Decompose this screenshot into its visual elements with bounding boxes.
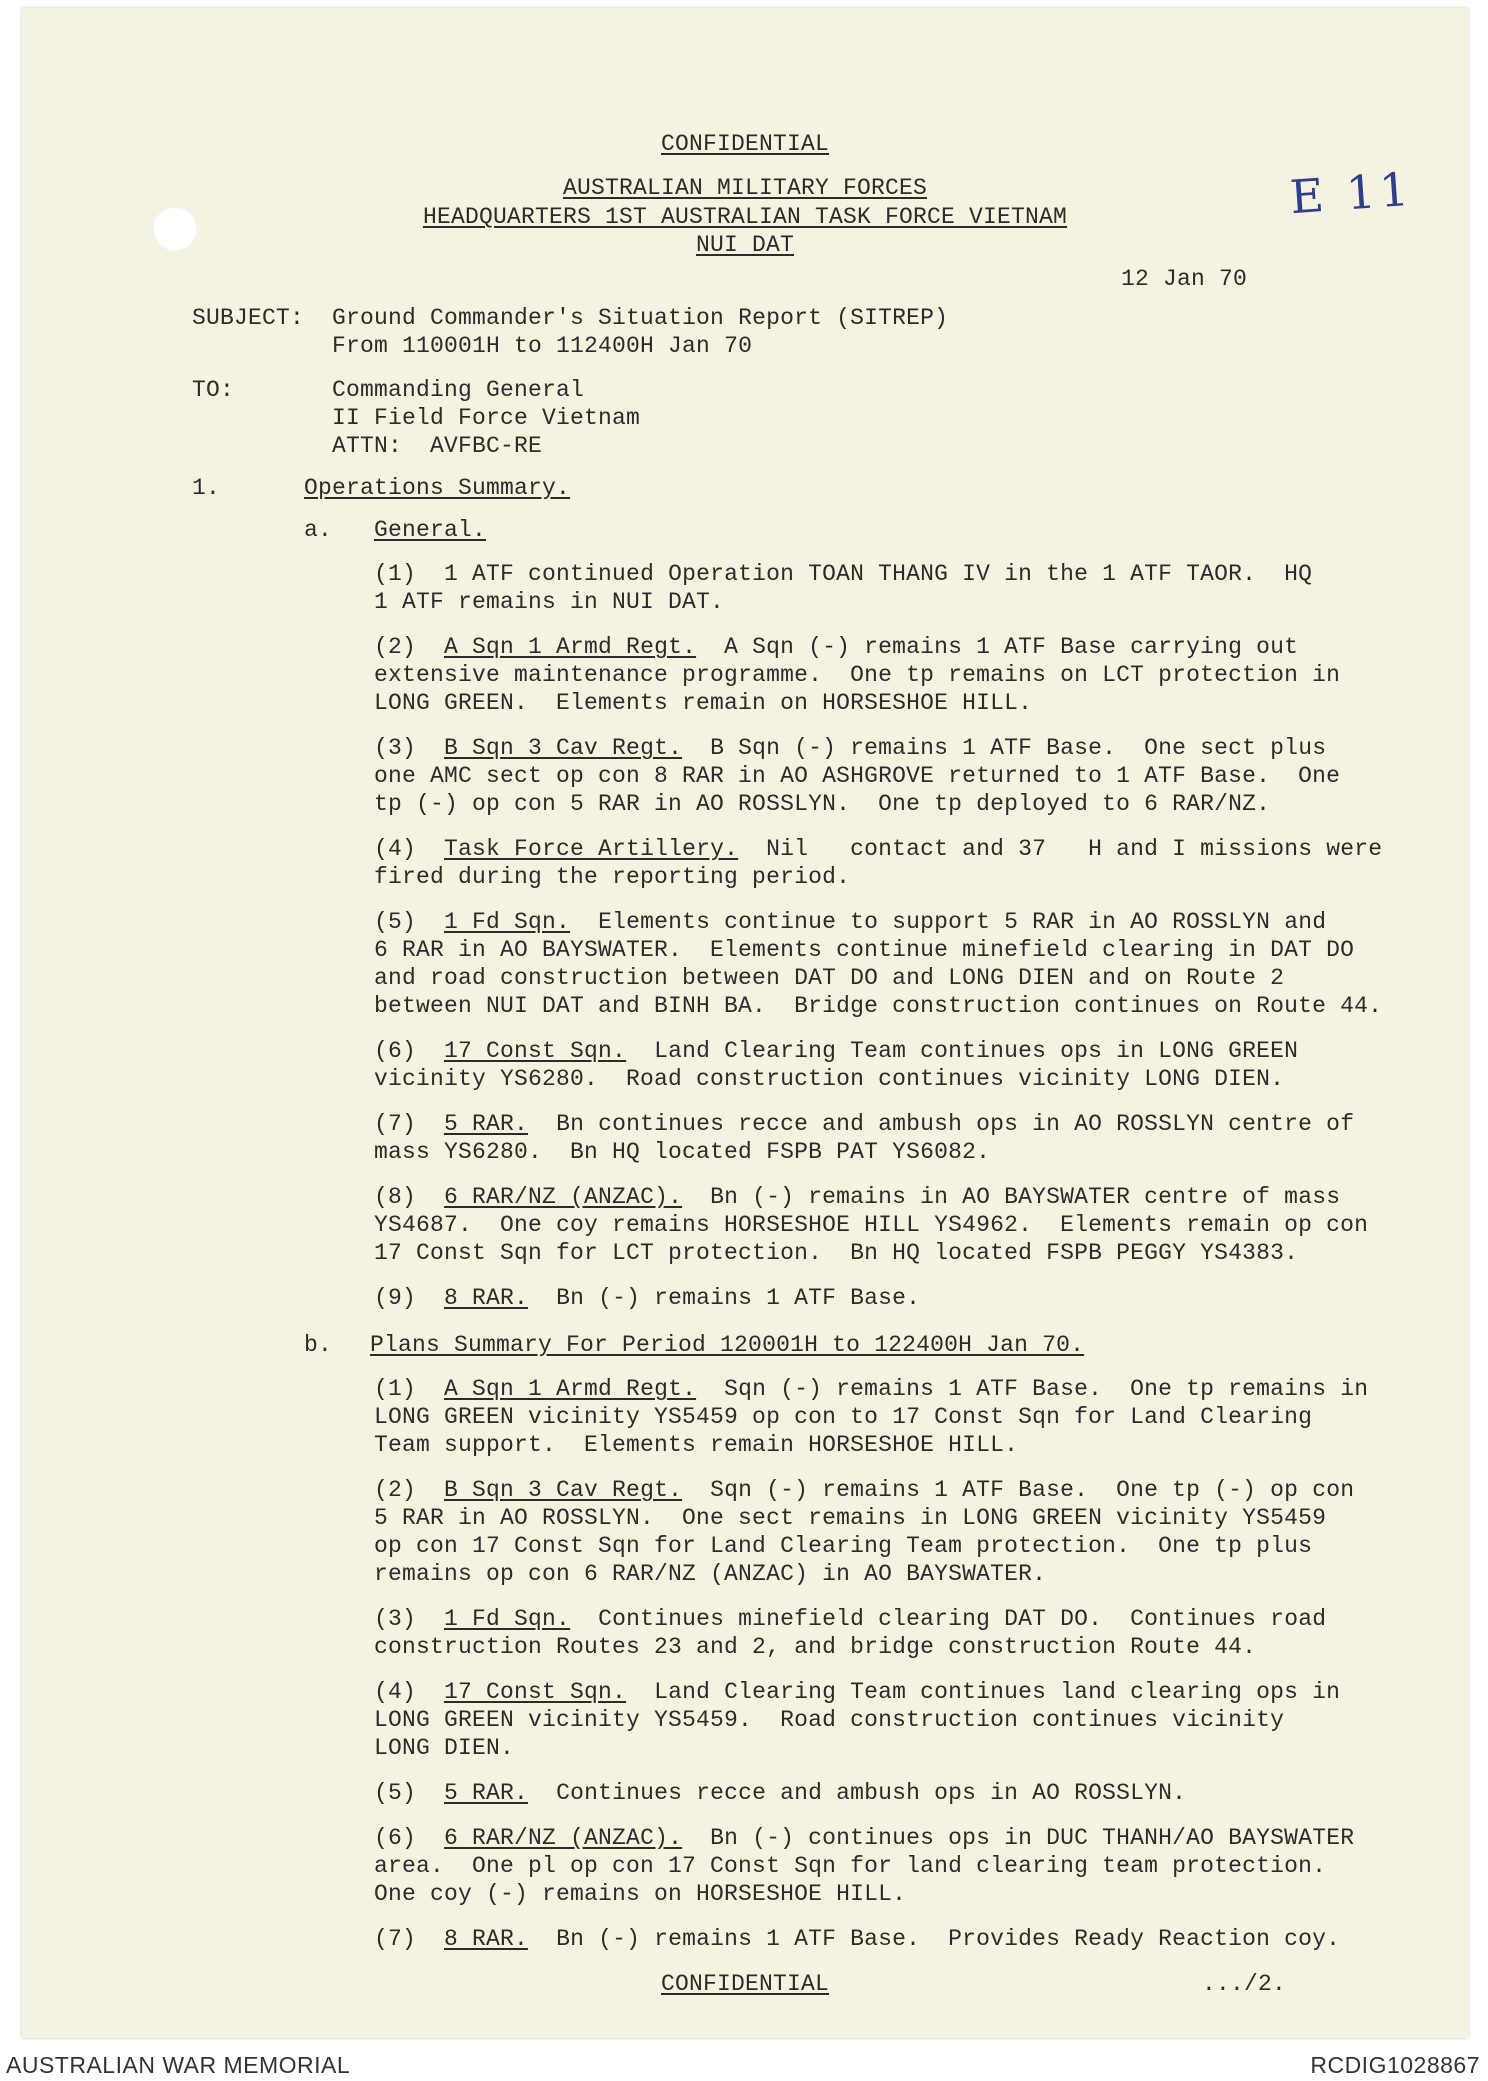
paragraph-line: area. One pl op con 17 Const Sqn for land clearing team protection.	[374, 1853, 1327, 1879]
paragraph-number: (5)	[374, 909, 417, 935]
general-paragraph	[374, 835, 1382, 891]
paragraph-line: between NUI DAT and BINH BA. Bridge construction continues on Route 44.	[374, 993, 1383, 1019]
general-paragraph	[374, 560, 1312, 616]
paragraph-line: construction Routes 23 and 2, and bridge construction Route 44.	[374, 1634, 1257, 1660]
paragraph-number: (3)	[374, 735, 417, 761]
subsection-a-title: General.	[374, 517, 487, 543]
unit-heading: A Sqn 1 Armd Regt.	[444, 634, 697, 660]
plans-paragraph	[374, 1678, 1340, 1762]
paragraph-line: One coy (-) remains on HORSESHOE HILL.	[374, 1881, 907, 1907]
paragraph-number: (8)	[374, 1184, 417, 1210]
paragraph-line: 1 ATF continued Operation TOAN THANG IV in the 1 ATF TAOR. HQ	[444, 561, 1313, 587]
paragraph-line: Land Clearing Team continues land clearing ops in	[654, 1679, 1341, 1705]
section-number: 1.	[192, 475, 221, 501]
paragraph-line: Nil contact and 37 H and I missions were	[766, 836, 1383, 862]
general-paragraph	[374, 1037, 1298, 1093]
paragraph-line: Continues recce and ambush ops in AO ROSSLYN.	[556, 1780, 1187, 1806]
paragraph-line: extensive maintenance programme. One tp remains on LCT protection in	[374, 662, 1341, 688]
paragraph-number: (9)	[374, 1285, 417, 1311]
unit-heading: 8 RAR.	[444, 1926, 529, 1952]
paragraph-line: 5 RAR in AO ROSSLYN. One sect remains in LONG GREEN vicinity YS5459	[374, 1505, 1327, 1531]
paragraph-line: Land Clearing Team continues ops in LONG GREEN	[654, 1038, 1299, 1064]
subject-line-1: Ground Commander's Situation Report (SITREP)	[332, 305, 949, 331]
org-line-1: AUSTRALIAN MILITARY FORCES	[562, 175, 928, 201]
paragraph-line: Bn (-) remains 1 ATF Base.	[556, 1285, 921, 1311]
classification-bottom: CONFIDENTIAL	[660, 1971, 830, 1997]
unit-heading: 8 RAR.	[444, 1285, 529, 1311]
subject-line-2: From 110001H to 112400H Jan 70	[332, 333, 753, 359]
paragraph-line: B Sqn (-) remains 1 ATF Base. One sect plus	[710, 735, 1327, 761]
paragraph-line: LONG DIEN.	[374, 1735, 515, 1761]
unit-heading: 5 RAR.	[444, 1780, 529, 1806]
subsection-b-title: Plans Summary For Period 120001H to 122400H Jan 70.	[370, 1332, 1085, 1358]
paragraph-number: (7)	[374, 1926, 417, 1952]
paragraph-line: remains op con 6 RAR/NZ (ANZAC) in AO BAYSWATER.	[374, 1561, 1047, 1587]
paragraph-number: (1)	[374, 561, 417, 587]
paragraph-line: Sqn (-) remains 1 ATF Base. One tp remains in	[724, 1376, 1369, 1402]
paragraph-line: LONG GREEN vicinity YS5459 op con to 17 Const Sqn for Land Clearing	[374, 1404, 1313, 1430]
paragraph-line: tp (-) op con 5 RAR in AO ROSSLYN. One tp deployed to 6 RAR/NZ.	[374, 791, 1271, 817]
paragraph-number: (4)	[374, 836, 417, 862]
paragraph-line: one AMC sect op con 8 RAR in AO ASHGROVE returned to 1 ATF Base. One	[374, 763, 1341, 789]
subject-label: SUBJECT:	[192, 305, 305, 331]
plans-paragraph	[374, 1925, 1340, 1953]
paragraph-line: Bn continues recce and ambush ops in AO ROSSLYN centre of	[556, 1111, 1355, 1137]
archive-name: AUSTRALIAN WAR MEMORIAL	[6, 2052, 351, 2078]
general-paragraph	[374, 633, 1340, 717]
paragraph-line: LONG GREEN vicinity YS5459. Road construction continues vicinity	[374, 1707, 1285, 1733]
paragraph-number: (7)	[374, 1111, 417, 1137]
paragraph-line: Sqn (-) remains 1 ATF Base. One tp (-) op con	[710, 1477, 1355, 1503]
paragraph-line: 17 Const Sqn for LCT protection. Bn HQ located FSPB PEGGY YS4383.	[374, 1240, 1299, 1266]
paragraph-line: LONG GREEN. Elements remain on HORSESHOE HILL.	[374, 690, 1033, 716]
org-line-2: HEADQUARTERS 1ST AUSTRALIAN TASK FORCE VIETNAM	[422, 204, 1068, 230]
classification-top: CONFIDENTIAL	[660, 131, 830, 157]
unit-heading: 17 Const Sqn.	[444, 1038, 627, 1064]
paragraph-number: (2)	[374, 634, 417, 660]
org-line-3: NUI DAT	[695, 232, 795, 258]
unit-heading: 17 Const Sqn.	[444, 1679, 627, 1705]
paragraph-line: YS4687. One coy remains HORSESHOE HILL YS4962. Elements remain op con	[374, 1212, 1369, 1238]
paragraph-line: and road construction between DAT DO and LONG DIEN and on Route 2	[374, 965, 1285, 991]
paragraph-number: (2)	[374, 1477, 417, 1503]
paragraph-line: 6 RAR in AO BAYSWATER. Elements continue minefield clearing in DAT DO	[374, 937, 1355, 963]
unit-heading: 6 RAR/NZ (ANZAC).	[444, 1825, 683, 1851]
to-label: TO:	[192, 377, 235, 403]
paragraph-line: Bn (-) remains 1 ATF Base. Provides Ready Reaction coy.	[556, 1926, 1341, 1952]
plans-paragraph	[374, 1375, 1368, 1459]
plans-paragraph	[374, 1476, 1354, 1588]
document-date: 12 Jan 70	[1121, 266, 1248, 292]
paragraph-line: mass YS6280. Bn HQ located FSPB PAT YS6082.	[374, 1139, 991, 1165]
paragraph-line: A Sqn (-) remains 1 ATF Base carrying out	[724, 634, 1299, 660]
unit-heading: Task Force Artillery.	[444, 836, 739, 862]
paragraph-number: (6)	[374, 1038, 417, 1064]
section-title: Operations Summary.	[304, 475, 571, 501]
paragraph-number: (4)	[374, 1679, 417, 1705]
subsection-b-letter: b.	[304, 1332, 333, 1358]
general-paragraph	[374, 1284, 920, 1312]
plans-paragraph	[374, 1824, 1354, 1908]
subsection-a-letter: a.	[304, 517, 333, 543]
paragraph-line: op con 17 Const Sqn for Land Clearing Team protection. One tp plus	[374, 1533, 1313, 1559]
unit-heading: 1 Fd Sqn.	[444, 909, 571, 935]
unit-heading: B Sqn 3 Cav Regt.	[444, 1477, 683, 1503]
unit-heading: B Sqn 3 Cav Regt.	[444, 735, 683, 761]
paragraph-number: (3)	[374, 1606, 417, 1632]
paragraph-line: Team support. Elements remain HORSESHOE HILL.	[374, 1432, 1019, 1458]
document-page	[22, 8, 1468, 2038]
general-paragraph	[374, 1183, 1368, 1267]
unit-heading: 6 RAR/NZ (ANZAC).	[444, 1184, 683, 1210]
handwritten-annotation: E 11	[1288, 161, 1415, 225]
general-paragraph	[374, 1110, 1354, 1166]
paragraph-line: Bn (-) remains in AO BAYSWATER centre of mass	[710, 1184, 1341, 1210]
to-line-2: II Field Force Vietnam	[332, 405, 641, 431]
to-line-3: ATTN: AVFBC-RE	[332, 433, 543, 459]
plans-paragraph	[374, 1605, 1326, 1661]
general-paragraph	[374, 734, 1340, 818]
unit-heading: 5 RAR.	[444, 1111, 529, 1137]
archive-reference: RCDIG1028867	[1310, 2052, 1480, 2078]
paragraph-line: Continues minefield clearing DAT DO. Continues road	[598, 1606, 1327, 1632]
unit-heading: A Sqn 1 Armd Regt.	[444, 1376, 697, 1402]
paragraph-line: vicinity YS6280. Road construction continues vicinity LONG DIEN.	[374, 1066, 1285, 1092]
paragraph-number: (6)	[374, 1825, 417, 1851]
to-line-1: Commanding General	[332, 377, 585, 403]
paragraph-line: Elements continue to support 5 RAR in AO ROSSLYN and	[598, 909, 1327, 935]
paragraph-number: (5)	[374, 1780, 417, 1806]
continuation-marker: .../2.	[1202, 1971, 1287, 1997]
paragraph-number: (1)	[374, 1376, 417, 1402]
general-paragraph	[374, 908, 1382, 1020]
paragraph-line: Bn (-) continues ops in DUC THANH/AO BAYSWATER	[710, 1825, 1355, 1851]
paragraph-line: 1 ATF remains in NUI DAT.	[374, 589, 725, 615]
plans-paragraph	[374, 1779, 1186, 1807]
unit-heading: 1 Fd Sqn.	[444, 1606, 571, 1632]
paragraph-line: fired during the reporting period.	[374, 864, 851, 890]
